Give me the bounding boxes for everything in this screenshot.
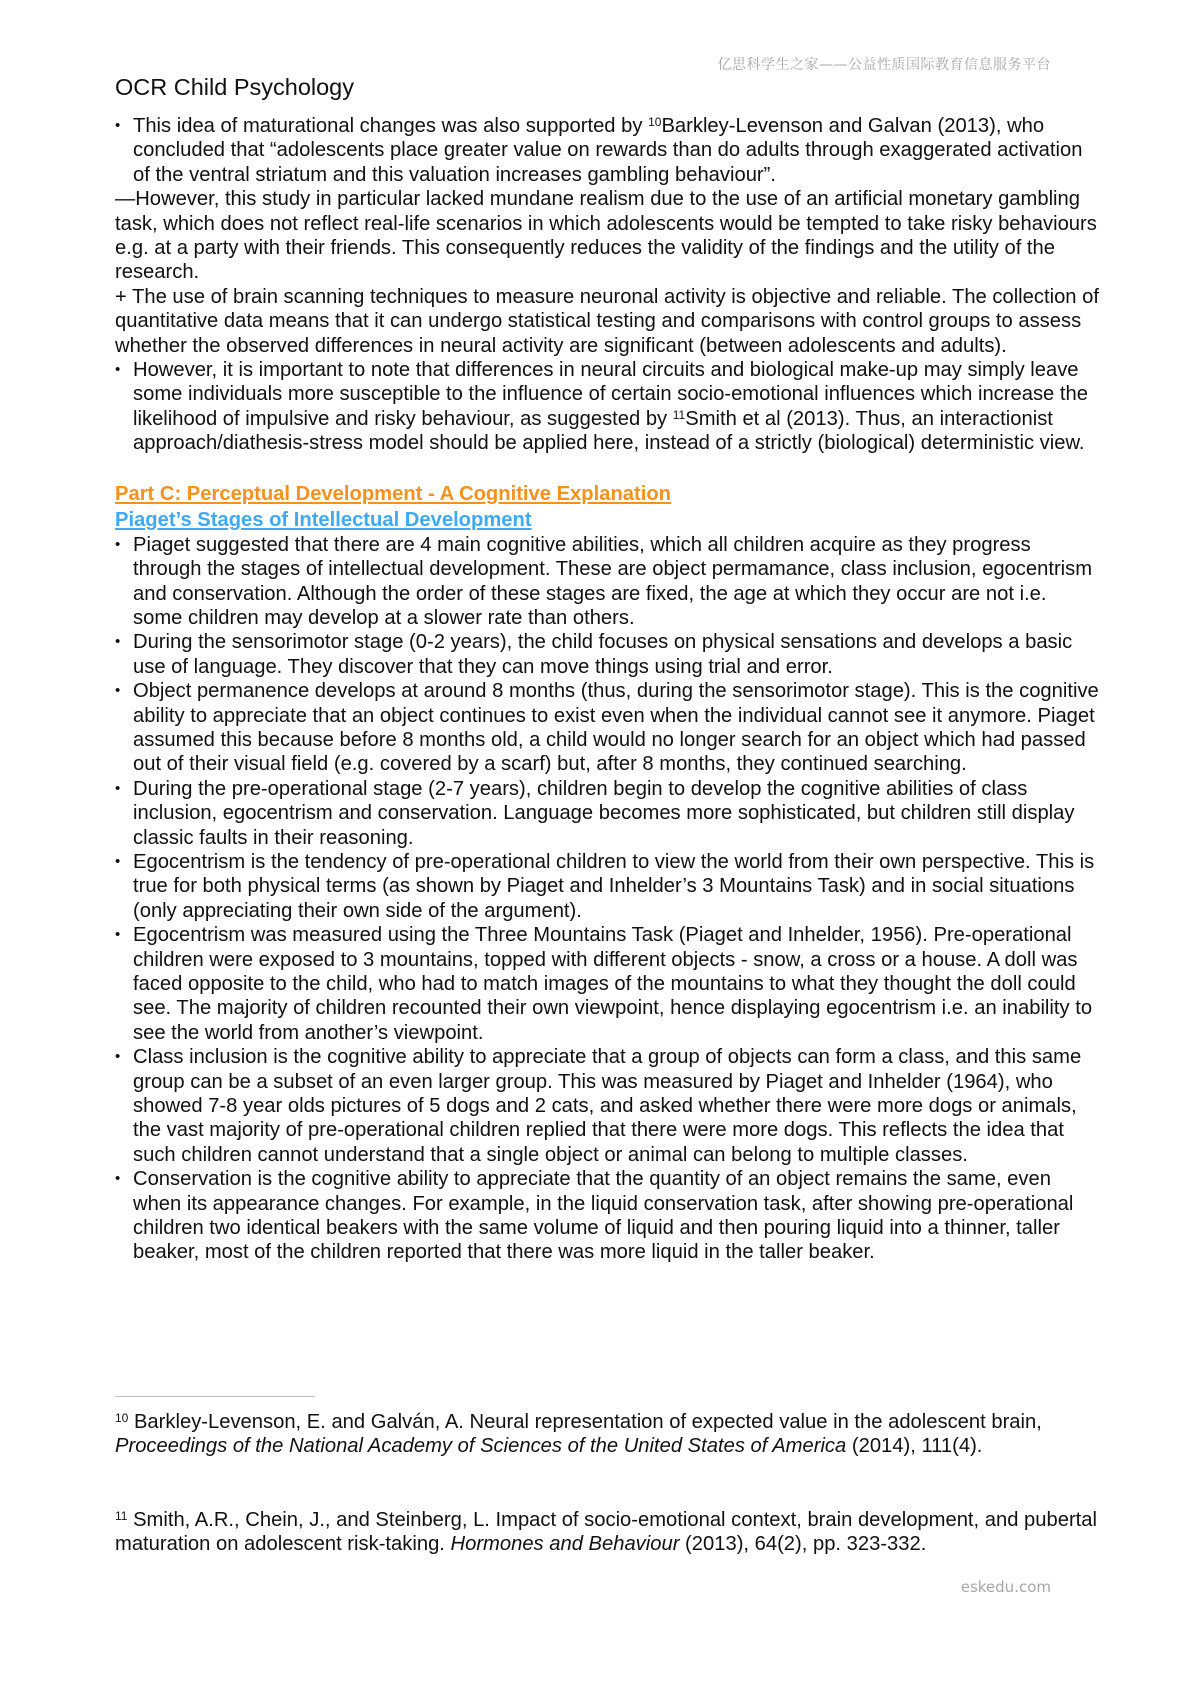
list-item [115,1045,1100,1167]
bullet-dot: • [115,535,121,553]
bullet-text: Egocentrism is the tendency of pre-operational children to view the world from their own perspective. This is true for both physical terms (as shown by Piaget and Inhelder’s 3 Mountains Task) and in social situations (only appreciating their own side of the argument). [133,850,1095,922]
bullet-barkley [115,114,1100,187]
bullet-text: Piaget suggested that there are 4 main cognitive abilities, which all children acquire as they progress through the stages of intellectual development. These are object permamance, class inclusion, egocentrism and conservation. Although the order of these stages are fixed, the age at which they occur are not i.e. some children may develop at a slower rate than others. [133,533,1093,629]
bullet-smith [115,358,1100,456]
bullet-text: However, it is important to note that differences in neural circuits and biological make-up may simply leave some individuals more susceptible to the influence of certain socio-emotional influences which increase the likelihood of impulsive and risky behaviour, as suggested by [133,359,1088,430]
evaluation-minus: —However, this study in particular lacked mundane realism due to the use of an artificial monetary gambling task, which does not reflect real-life scenarios in which adolescents would be tempted to take risky behaviours e.g. at a party with their friends. This consequently reduces the validity of the findings and the utility of the research. [115,188,1097,284]
footnote-number: 10 [115,1411,129,1425]
footnote-text: (2013), 64(2), pp. 323-332. [679,1533,927,1556]
bullet-text: Conservation is the cognitive ability to appreciate that the quantity of an object remains the same, even when its appearance changes. For example, in the liquid conservation task, after showing pre-operational children two identical beakers with the same volume of liquid and then pouring liquid into a thinner, taller beaker, most of the children reported that there was more liquid in the taller beaker. [133,1168,1074,1264]
list-item [115,679,1100,777]
footnote-text: Smith, A.R., Chein, J., and Steinberg, L. Impact of socio-emotional context, brain development, and pubertal maturation on adolescent risk-taking. [115,1509,1098,1556]
bullet-text: Object permanence develops at around 8 months (thus, during the sensorimotor stage). This is the cognitive ability to appreciate that an object continues to exist even when the individual cannot see it anymore. Piaget assumed this because before 8 months old, a child would no longer search for an object which had passed out of their visual field (e.g. covered by a scarf) but, after 8 months, they continued searching. [133,680,1099,776]
list-item [115,533,1100,631]
bullet-dot: • [115,682,121,700]
bullet-dot: • [115,926,121,944]
bullet-dot: • [115,1048,121,1066]
section-heading[interactable]: Part C: Perceptual Development - A Cognitive Explanation [115,482,672,505]
list-item [115,1167,1100,1265]
footnote-text: Barkley-Levenson, E. and Galván, A. Neural representation of expected value in the adolescent brain, [128,1411,1042,1433]
main-content [115,114,1100,1265]
footnote-number: 11 [115,1509,128,1523]
list-item [115,777,1100,850]
watermark-top: 亿思科学生之家——公益性质国际教育信息服务平台 [717,57,1051,73]
bullet-text: Egocentrism was measured using the Three Mountains Task (Piaget and Inhelder, 1956). Pre-operational children were exposed to 3 mountains, topped with different objects - snow, a cross or a house. A doll was faced opposite to the child, who had to match images of the mountains to what they thought the doll could see. The majority of children recounted their own viewpoint, hence displaying egocentrism i.e. an inability to see the world from another’s viewpoint. [133,924,1093,1044]
footnote-ref-11[interactable]: 11 [672,407,686,422]
bullet-text: Smith et al (2013). Thus, an interactionist approach/diathesis-stress model should be applied here, instead of a strictly (biological) deterministic view. [133,407,1085,455]
bullet-text: Barkley-Levenson and Galvan (2013), who concluded that “adolescents place greater value on rewards than do adults through exaggerated activation of the ventral striatum and this valuation increases gambling behaviour”. [133,115,1083,186]
list-item [115,923,1100,1045]
bullet-dot: • [115,1170,121,1188]
footnote-10 [115,1410,1100,1459]
list-item [115,630,1100,679]
watermark-bottom: eskedu.com [960,1578,1051,1596]
footnote-11 [115,1508,1100,1557]
bullet-text: During the sensorimotor stage (0-2 years), the child focuses on physical sensations and develops a basic use of language. They discover that they can move things using trial and error. [133,631,1073,678]
bullet-dot: • [115,779,121,797]
footnote-ref-10[interactable]: 10 [648,115,662,129]
evaluation-plus: + The use of brain scanning techniques to measure neuronal activity is objective and reliable. The collection of quantitative data means that it can undergo statistical testing and comparisons with control groups to assess whether the observed differences in neural activity are significant (between adolescents and adults). [115,285,1099,357]
bullet-dot: • [115,361,121,379]
bullet-text: This idea of maturational changes was also supported by [133,115,649,137]
sub-heading[interactable]: Piaget’s Stages of Intellectual Development [115,508,532,531]
bullet-dot: • [115,117,121,134]
bullet-text: Class inclusion is the cognitive ability to appreciate that a group of objects can form a class, and this same group can be a subset of an even larger group. This was measured by Piaget and Inhelder (1964), who showed 7-8 year olds pictures of 5 dogs and 2 cats, and asked whether there were more dogs or animals, the vast majority of pre-operational children replied that there were more dogs. This reflects the idea that such children cannot understand that a single object or animal can belong to multiple classes. [133,1046,1082,1166]
footnote-journal: Proceedings of the National Academy of Sciences of the United States of America [115,1435,847,1458]
bullet-dot: • [115,633,121,651]
list-item [115,850,1100,923]
bullet-dot: • [115,852,121,870]
page-title: OCR Child Psychology [115,74,355,100]
footnote-divider [115,1396,315,1397]
bullet-text: During the pre-operational stage (2-7 years), children begin to develop the cognitive abilities of class inclusion, egocentrism and conservation. Language becomes more sophisticated, but children still display classic faults in their reasoning. [133,777,1075,849]
footnote-journal: Hormones and Behaviour [450,1533,680,1556]
footnote-text: (2014), 111(4). [846,1435,983,1458]
